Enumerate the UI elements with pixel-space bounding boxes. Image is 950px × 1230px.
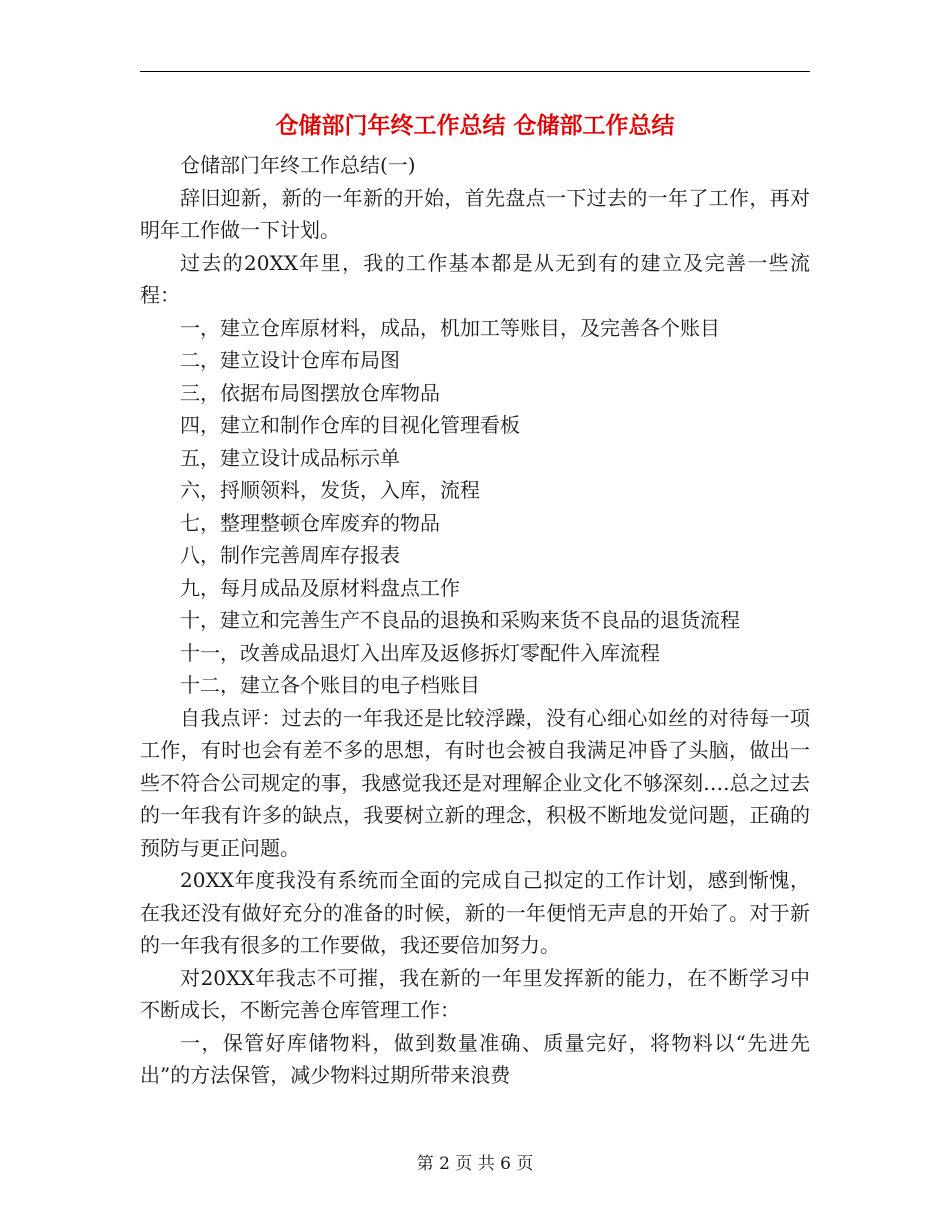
list-item: 七，整理整顿仓库废弃的物品: [180, 510, 440, 535]
list-item: 六，捋顺领料，发货，入库，流程: [180, 478, 480, 502]
list-item: 十二，建立各个账目的电子档账目: [180, 673, 480, 697]
paragraph: 自我点评：过去的一年我还是比较浮躁，没有心细心如丝的对待每一项工作，有时也会有差不多的思想，有时也会被自我满足冲昏了头脑，做出一些不符合公司规定的事，我感觉我还是对理解企业文化不够深刻….总之过去的一年我有许多的缺点，我要树立新的理念，积极不断地发觉问题，正确的预防与更正问题。: [140, 705, 810, 860]
header-rule: [140, 71, 810, 72]
list-item: 四，建立和制作仓库的目视化管理看板: [180, 413, 520, 437]
list-item: 一，保管好库储物料，做到数量准确、质量完好，将物料以“先进先出”的方法保管，减少物料过期所带来浪费: [140, 1030, 810, 1087]
paragraph: 过去的20XX年里，我的工作基本都是从无到有的建立及完善一些流程：: [140, 250, 810, 307]
page-number: 第 2 页 共 6 页: [416, 1154, 534, 1174]
document-title: 仓储部门年终工作总结 仓储部工作总结: [275, 112, 675, 139]
list-item: 九，每月成品及原材料盘点工作: [180, 575, 460, 600]
paragraph: 20XX年度我没有系统而全面的完成自己拟定的工作计划，感到惭愧， 在我还没有做好充分的准备的时候，新的一年便悄无声息的开始了。对于新的一年我有很多的工作要做，我还要倍加努力。: [140, 868, 810, 957]
list-item: 一，建立仓库原材料，成品，机加工等账目，及完善各个账目: [180, 315, 720, 340]
list-item: 八，制作完善周库存报表: [180, 543, 400, 567]
list-item: 十一，改善成品退灯入出库及返修拆灯零配件入库流程: [180, 640, 660, 665]
paragraph: 对20XX年我志不可摧，我在新的一年里发挥新的能力，在不断学习中不断成长，不断完善仓库管理工作：: [140, 965, 810, 1022]
list-item: 二，建立设计仓库布局图: [180, 348, 400, 372]
document-body: [140, 149, 810, 1092]
list-item: 三，依据布局图摆放仓库物品: [180, 380, 440, 405]
list-item: 十，建立和完善生产不良品的退换和采购来货不良品的退货流程: [180, 608, 740, 632]
paragraph: 辞旧迎新，新的一年新的开始，首先盘点一下过去的一年了工作，再对明年工作做一下计划。: [140, 185, 810, 242]
section-heading: 仓储部门年终工作总结(一): [180, 153, 416, 177]
list-item: 五，建立设计成品标示单: [180, 445, 400, 470]
